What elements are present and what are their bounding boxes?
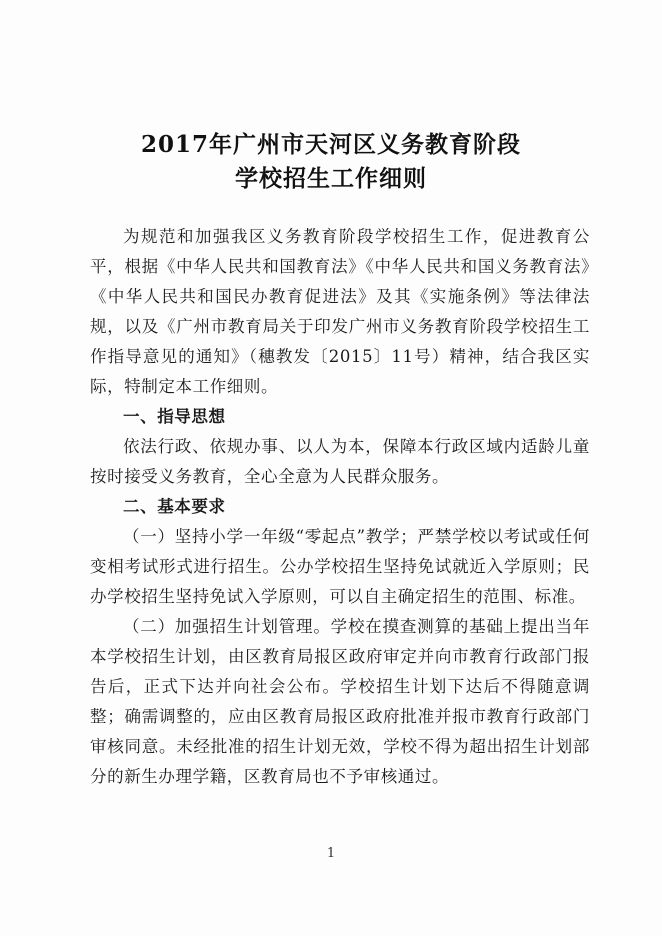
section-paragraph-guiding-ideology: 依法行政、依规办事、以人为本，保障本行政区域内适龄儿童按时接受义务教育，全心全意为人民群众服务。 (90, 437, 590, 486)
page-number: 1 (326, 846, 336, 861)
requirement-item-2: （二）加强招生计划管理。学校在摸查测算的基础上提出当年本学校招生计划，由区教育局报区政府审定并向市教育行政部门报告后，正式下达并向社会公布。学校招生计划下达后不得随意调整；确需调整的，应由区教育局报区政府批准并报市教育行政部门审核同意。未经批准的招生计划无效，学校不得为超出招生计划部分的新生办理学籍，区教育局也不予审核通过。 (90, 617, 590, 786)
requirement-item-1: （一）坚持小学一年级“零起点”教学；严禁学校以考试或任何变相考试形式进行招生。公办学校招生坚持免试就近入学原则；民办学校招生坚持免试入学原则，可以自主确定招生的范围、标准。 (90, 527, 590, 606)
document-body (90, 222, 590, 792)
document-title (0, 128, 662, 196)
title-line-1: 2017年广州市天河区义务教育阶段 (140, 131, 521, 158)
section-heading-basic-requirements: 二、基本要求 (123, 497, 226, 516)
section-heading-guiding-ideology: 一、指导思想 (123, 407, 226, 426)
title-line-2: 学校招生工作细则 (235, 165, 427, 192)
intro-paragraph: 为规范和加强我区义务教育阶段学校招生工作，促进教育公平，根据《中华人民共和国教育法》《中华人民共和国义务教育法》《中华人民共和国民办教育促进法》及其《实施条例》等法律法规，以及《广州市教育局关于印发广州市义务教育阶段学校招生工作指导意见的通知》（穗教发〔2015〕11号）精神，结合我区实际，特制定本工作细则。 (90, 227, 590, 396)
